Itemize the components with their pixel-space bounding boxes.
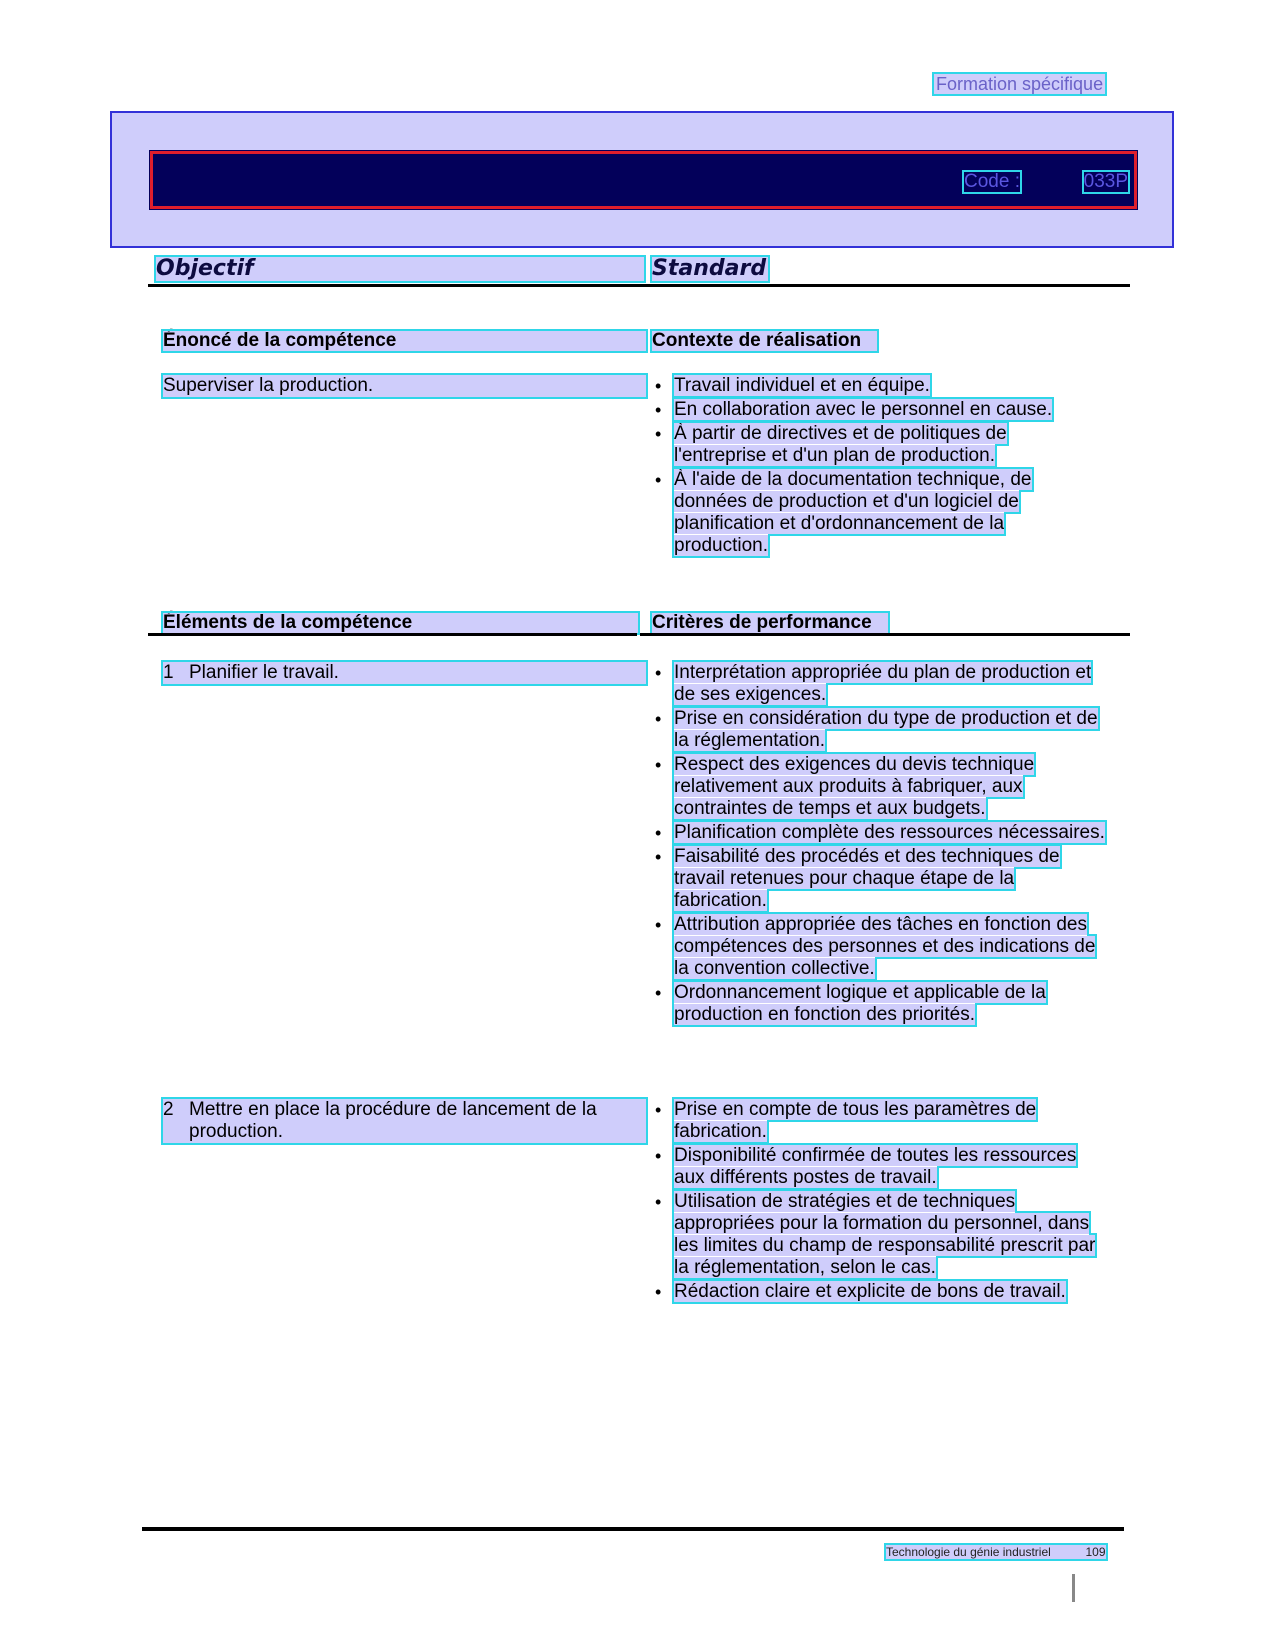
criteres-rule (640, 633, 1130, 636)
text-cursor (1072, 1574, 1075, 1602)
list-item: • Interprétation appropriée du plan de production et de ses exigences. (652, 662, 1108, 706)
contexte-list (652, 375, 1092, 559)
element-number: 1 (163, 662, 174, 683)
list-item: • Planification complète des ressources nécessaires. (652, 822, 1108, 844)
list-item: • Utilisation de stratégies et de techniques appropriées pour la formation du personnel, dans les limites du champ de responsabilité prescrit par la réglementation, selon le cas. (652, 1191, 1112, 1279)
program-label: Formation spécifique (936, 74, 1104, 94)
footer (886, 1545, 1106, 1559)
objectif-heading: Objectif (156, 257, 644, 281)
list-item: • En collaboration avec le personnel en cause. (652, 399, 1092, 421)
list-item: • Ordonnancement logique et applicable de la production en fonction des priorités. (652, 982, 1108, 1026)
standard-heading: Standard (652, 256, 767, 281)
element-2 (163, 1099, 646, 1143)
footer-title: Technologie du génie industriel (886, 1545, 1051, 1559)
elements-rule (148, 633, 637, 636)
contexte-heading: Contexte de réalisation (652, 331, 877, 351)
element-text: Planifier le travail. (189, 662, 339, 683)
criteria-list-2 (652, 1099, 1112, 1305)
list-item: • Respect des exigences du devis technique relativement aux produits à fabriquer, aux contraintes de temps et aux budgets. (652, 754, 1108, 820)
page-number: 109 (1085, 1545, 1106, 1559)
list-item: • À l'aide de la documentation technique, de données de production et d'un logiciel de planification et d'ordonnancement de la production. (652, 469, 1092, 557)
criteria-list-1 (652, 662, 1108, 1028)
list-item: • À partir de directives et de politiques de l'entreprise et d'un plan de production. (652, 423, 1092, 467)
element-text: Mettre en place la procédure de lancement de la production. (189, 1099, 597, 1142)
enonce-text: Superviser la production. (163, 375, 646, 397)
list-item: • Attribution appropriée des tâches en fonction des compétences des personnes et des indications de la convention collective. (652, 914, 1108, 980)
list-item: • Rédaction claire et explicite de bons de travail. (652, 1281, 1112, 1303)
code-label: Code : (964, 171, 1020, 192)
list-item: • Disponibilité confirmée de toutes les ressources aux différents postes de travail. (652, 1145, 1112, 1189)
enonce-heading: Énoncé de la compétence (163, 331, 646, 351)
list-item: • Prise en considération du type de production et de la réglementation. (652, 708, 1108, 752)
footer-rule (142, 1527, 1124, 1531)
list-item: • Prise en compte de tous les paramètres de fabrication. (652, 1099, 1112, 1143)
list-item: • Faisabilité des procédés et des techniques de travail retenues pour chaque étape de la fabrication. (652, 846, 1108, 912)
code-value: 033P (1083, 171, 1128, 192)
criteres-heading: Critères de performance (652, 613, 888, 633)
title-banner (110, 111, 1174, 248)
element-1 (163, 662, 646, 684)
section-rule (148, 284, 1130, 287)
banner-bar (150, 151, 1137, 209)
list-item: • Travail individuel et en équipe. (652, 375, 1092, 397)
elements-heading: Éléments de la compétence (163, 613, 638, 633)
element-number: 2 (163, 1099, 174, 1120)
